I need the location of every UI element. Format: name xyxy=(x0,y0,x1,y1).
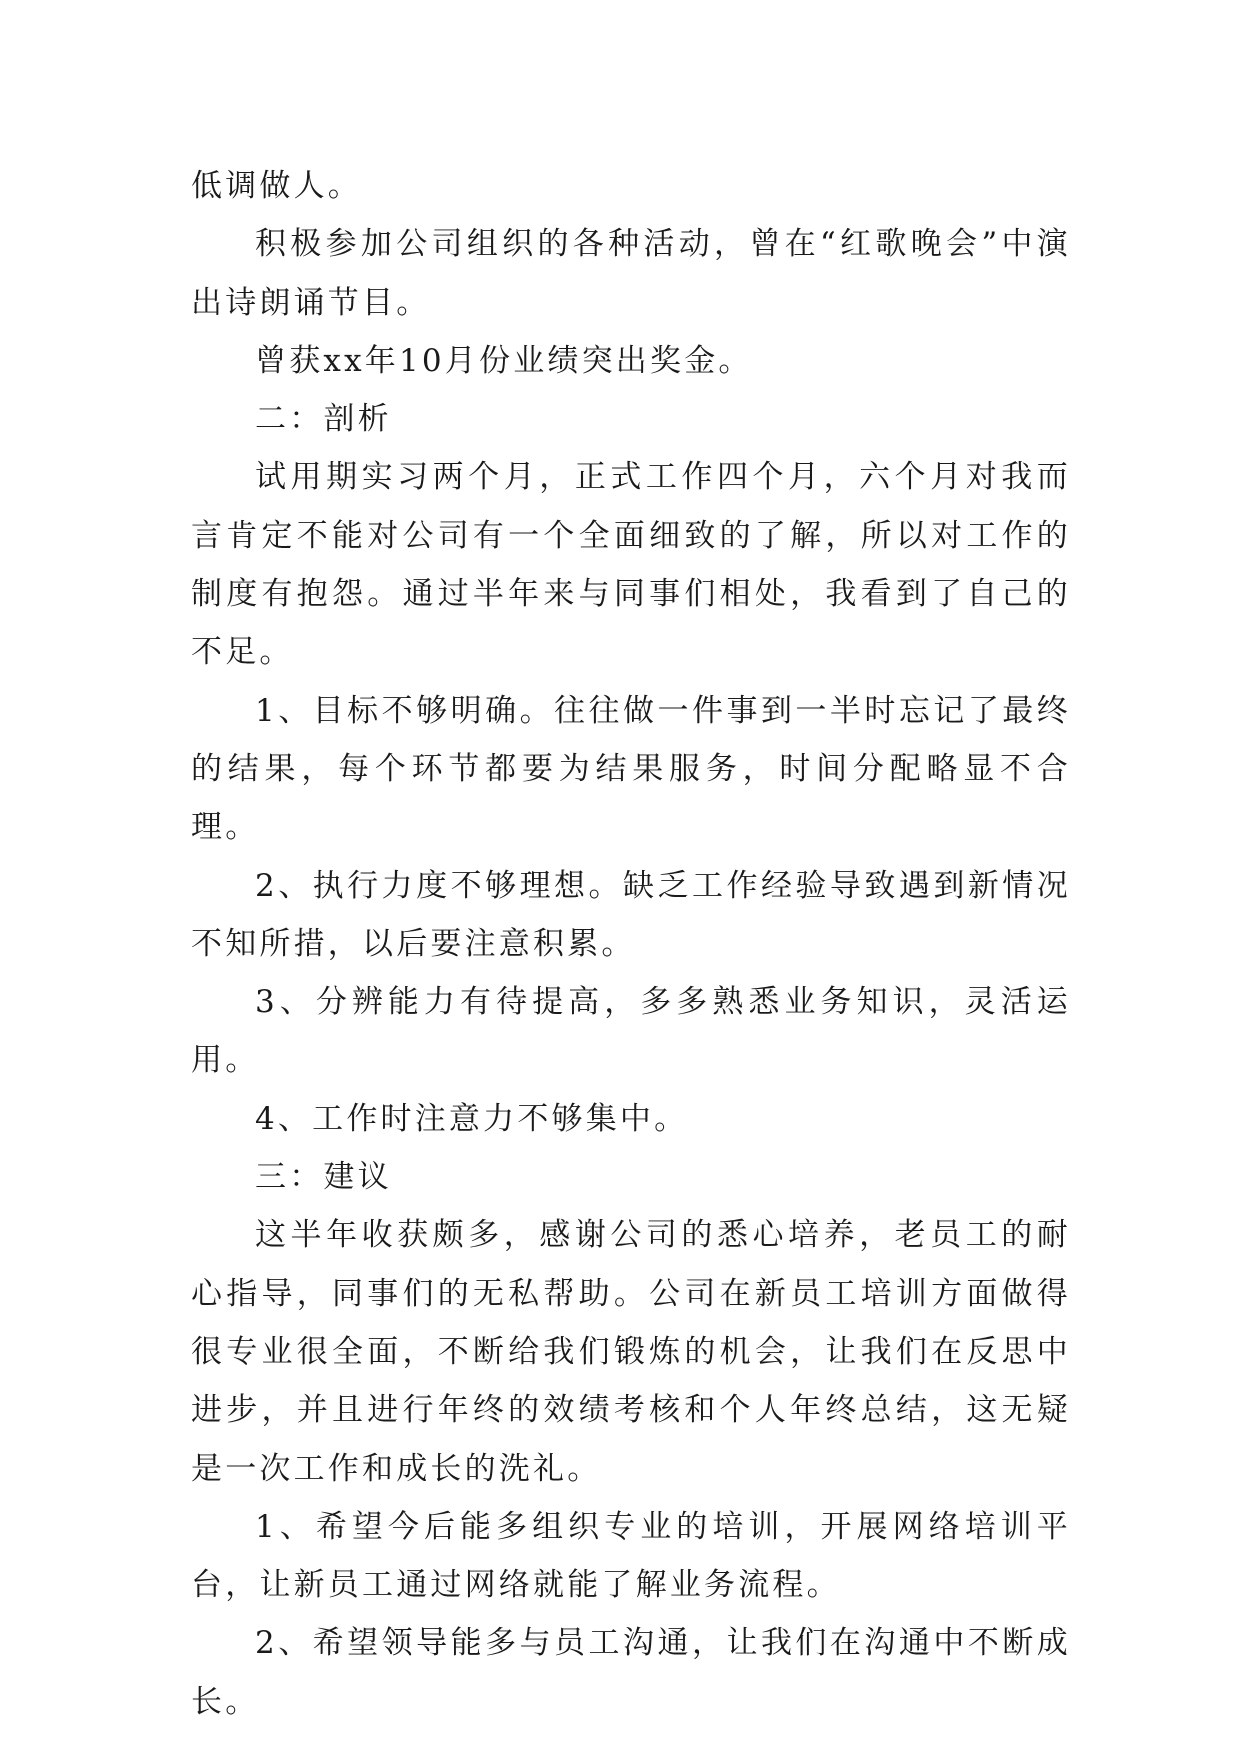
paragraph: 低调做人。 xyxy=(191,168,362,204)
list-item: 3、分辨能力有待提高，多多熟悉业务知识，灵活运用。 xyxy=(191,984,1071,1079)
list-item: 4、工作时注意力不够集中。 xyxy=(255,1100,689,1137)
paragraph: 试用期实习两个月，正式工作四个月，六个月对我而言肯定不能对公司有一个全面细致的了解，所以对工作的制度有抱怨。通过半年来与同事们相处，我看到了自己的不足。 xyxy=(191,459,1071,671)
paragraph: 积极参加公司组织的各种活动，曾在“红歌晚会”中演出诗朗诵节目。 xyxy=(191,226,1071,321)
section-heading: 二：剖析 xyxy=(255,401,392,438)
paragraph: 这半年收获颇多，感谢公司的悉心培养，老员工的耐心指导，同事们的无私帮助。公司在新员工培训方面做得很专业很全面，不断给我们锻炼的机会，让我们在反思中进步，并且进行年终的效绩考核和个人年终总结，这无疑是一次工作和成长的洗礼。 xyxy=(191,1217,1071,1487)
list-item: 2、执行力度不够理想。缺乏工作经验导致遇到新情况不知所措，以后要注意积累。 xyxy=(191,867,1071,962)
list-item: 2、希望领导能多与员工沟通，让我们在沟通中不断成长。 xyxy=(191,1625,1071,1720)
section-heading: 三：建议 xyxy=(255,1159,392,1196)
paragraph: 曾获xx年10月份业绩突出奖金。 xyxy=(255,342,753,379)
list-item: 1、希望今后能多组织专业的培训，开展网络培训平台，让新员工通过网络就能了解业务流程。 xyxy=(191,1508,1071,1604)
list-item: 1、目标不够明确。往往做一件事到一半时忘记了最终的结果，每个环节都要为结果服务，时间分配略显不合理。 xyxy=(191,692,1071,846)
document-body xyxy=(191,157,1071,1731)
